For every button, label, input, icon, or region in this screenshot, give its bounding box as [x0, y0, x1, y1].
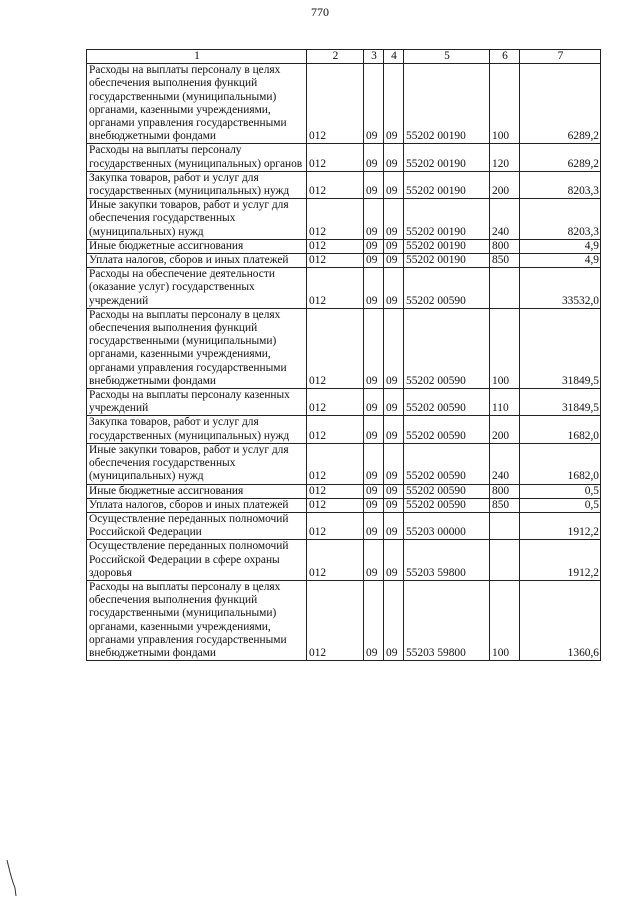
row-expense-type-cell: 100	[490, 64, 520, 144]
row-amount-cell: 6289,2	[520, 144, 601, 171]
row-target-article-cell: 55203 00000	[404, 512, 490, 539]
table-row	[87, 540, 601, 581]
header-row	[87, 50, 601, 64]
row-expense-type-cell: 850	[490, 498, 520, 512]
table-row	[87, 308, 601, 388]
row-name-cell: Уплата налогов, сборов и иных платежей	[87, 498, 307, 512]
row-section-cell: 09	[364, 308, 384, 388]
row-section-cell: 09	[364, 540, 384, 581]
row-name-cell: Уплата налогов, сборов и иных платежей	[87, 254, 307, 268]
row-subsection-cell: 09	[384, 239, 404, 253]
header-col-7: 7	[520, 50, 601, 64]
row-amount-cell: 8203,3	[520, 171, 601, 198]
row-name-cell: Иные закупки товаров, работ и услуг для обеспечения государственных (муниципальных) нужд	[87, 443, 307, 484]
header-col-4: 4	[384, 50, 404, 64]
row-amount-cell: 1912,2	[520, 540, 601, 581]
row-grbs-cell: 012	[307, 512, 364, 539]
row-grbs-cell: 012	[307, 171, 364, 198]
table-row	[87, 239, 601, 253]
row-amount-cell: 31849,5	[520, 308, 601, 388]
row-name-cell: Иные бюджетные ассигнования	[87, 239, 307, 253]
row-grbs-cell: 012	[307, 389, 364, 416]
table-row	[87, 580, 601, 660]
row-section-cell: 09	[364, 389, 384, 416]
row-amount-cell: 6289,2	[520, 64, 601, 144]
row-section-cell: 09	[364, 580, 384, 660]
row-subsection-cell: 09	[384, 498, 404, 512]
row-name-cell: Осуществление переданных полномочий Российской Федерации в сфере охраны здоровья	[87, 540, 307, 581]
row-subsection-cell: 09	[384, 254, 404, 268]
row-expense-type-cell: 240	[490, 199, 520, 240]
row-subsection-cell: 09	[384, 144, 404, 171]
row-target-article-cell: 55202 00190	[404, 199, 490, 240]
row-subsection-cell: 09	[384, 199, 404, 240]
header-col-3: 3	[364, 50, 384, 64]
table-row	[87, 498, 601, 512]
row-section-cell: 09	[364, 64, 384, 144]
table-row	[87, 199, 601, 240]
row-section-cell: 09	[364, 484, 384, 498]
row-amount-cell: 31849,5	[520, 389, 601, 416]
row-target-article-cell: 55202 00590	[404, 498, 490, 512]
row-expense-type-cell: 200	[490, 416, 520, 443]
row-section-cell: 09	[364, 416, 384, 443]
row-grbs-cell: 012	[307, 239, 364, 253]
row-grbs-cell: 012	[307, 64, 364, 144]
row-name-cell: Расходы на выплаты персоналу в целях обеспечения выполнения функций государственными (муниципальными) органами, казенными учреждениями, органами управления государственными внебюджетными фондами	[87, 308, 307, 388]
row-name-cell: Осуществление переданных полномочий Российской Федерации	[87, 512, 307, 539]
row-grbs-cell: 012	[307, 416, 364, 443]
row-subsection-cell: 09	[384, 64, 404, 144]
row-expense-type-cell	[490, 540, 520, 581]
row-name-cell: Расходы на выплаты персоналу в целях обеспечения выполнения функций государственными (муниципальными) органами, казенными учреждениями, органами управления государственными внебюджетными фондами	[87, 64, 307, 144]
row-expense-type-cell: 850	[490, 254, 520, 268]
row-grbs-cell: 012	[307, 254, 364, 268]
row-amount-cell: 33532,0	[520, 268, 601, 309]
row-expense-type-cell: 800	[490, 239, 520, 253]
row-section-cell: 09	[364, 443, 384, 484]
budget-table	[86, 49, 601, 661]
table-row	[87, 64, 601, 144]
row-target-article-cell: 55202 00590	[404, 268, 490, 309]
row-grbs-cell: 012	[307, 484, 364, 498]
row-subsection-cell: 09	[384, 580, 404, 660]
row-target-article-cell: 55202 00190	[404, 239, 490, 253]
row-name-cell: Расходы на выплаты персоналу государственных (муниципальных) органов	[87, 144, 307, 171]
table-body	[87, 64, 601, 661]
table-row	[87, 512, 601, 539]
row-amount-cell: 0,5	[520, 498, 601, 512]
row-section-cell: 09	[364, 498, 384, 512]
row-subsection-cell: 09	[384, 484, 404, 498]
row-subsection-cell: 09	[384, 512, 404, 539]
row-grbs-cell: 012	[307, 580, 364, 660]
row-grbs-cell: 012	[307, 443, 364, 484]
header-col-6: 6	[490, 50, 520, 64]
table-row	[87, 416, 601, 443]
table-row	[87, 144, 601, 171]
row-expense-type-cell: 110	[490, 389, 520, 416]
row-subsection-cell: 09	[384, 171, 404, 198]
row-target-article-cell: 55203 59800	[404, 580, 490, 660]
row-grbs-cell: 012	[307, 498, 364, 512]
row-target-article-cell: 55202 00190	[404, 171, 490, 198]
table-row	[87, 268, 601, 309]
row-target-article-cell: 55202 00190	[404, 254, 490, 268]
row-amount-cell: 0,5	[520, 484, 601, 498]
row-name-cell: Расходы на выплаты персоналу в целях обеспечения выполнения функций государственными (муниципальными) органами, казенными учреждениями, органами управления государственными внебюджетными фондами	[87, 580, 307, 660]
row-section-cell: 09	[364, 171, 384, 198]
row-amount-cell: 1682,0	[520, 443, 601, 484]
row-name-cell: Закупка товаров, работ и услуг для государственных (муниципальных) нужд	[87, 416, 307, 443]
row-expense-type-cell: 120	[490, 144, 520, 171]
row-amount-cell: 1360,6	[520, 580, 601, 660]
row-target-article-cell: 55202 00190	[404, 144, 490, 171]
row-section-cell: 09	[364, 239, 384, 253]
row-amount-cell: 4,9	[520, 254, 601, 268]
row-grbs-cell: 012	[307, 268, 364, 309]
row-expense-type-cell	[490, 512, 520, 539]
table-row	[87, 389, 601, 416]
row-expense-type-cell: 240	[490, 443, 520, 484]
row-target-article-cell: 55202 00590	[404, 484, 490, 498]
row-name-cell: Закупка товаров, работ и услуг для государственных (муниципальных) нужд	[87, 171, 307, 198]
row-subsection-cell: 09	[384, 540, 404, 581]
row-expense-type-cell: 200	[490, 171, 520, 198]
row-subsection-cell: 09	[384, 416, 404, 443]
row-target-article-cell: 55203 59800	[404, 540, 490, 581]
header-col-2: 2	[307, 50, 364, 64]
row-section-cell: 09	[364, 199, 384, 240]
row-section-cell: 09	[364, 512, 384, 539]
table-row	[87, 171, 601, 198]
row-expense-type-cell	[490, 268, 520, 309]
table-row	[87, 484, 601, 498]
table-row	[87, 254, 601, 268]
row-target-article-cell: 55202 00590	[404, 308, 490, 388]
row-grbs-cell: 012	[307, 308, 364, 388]
row-section-cell: 09	[364, 268, 384, 309]
row-amount-cell: 4,9	[520, 239, 601, 253]
row-name-cell: Расходы на обеспечение деятельности (оказание услуг) государственных учреждений	[87, 268, 307, 309]
row-grbs-cell: 012	[307, 199, 364, 240]
row-expense-type-cell: 800	[490, 484, 520, 498]
row-name-cell: Расходы на выплаты персоналу казенных учреждений	[87, 389, 307, 416]
row-name-cell: Иные закупки товаров, работ и услуг для обеспечения государственных (муниципальных) нужд	[87, 199, 307, 240]
row-subsection-cell: 09	[384, 308, 404, 388]
row-expense-type-cell: 100	[490, 580, 520, 660]
row-expense-type-cell: 100	[490, 308, 520, 388]
row-subsection-cell: 09	[384, 389, 404, 416]
row-grbs-cell: 012	[307, 144, 364, 171]
row-subsection-cell: 09	[384, 443, 404, 484]
row-amount-cell: 1912,2	[520, 512, 601, 539]
table-row	[87, 443, 601, 484]
row-grbs-cell: 012	[307, 540, 364, 581]
row-section-cell: 09	[364, 254, 384, 268]
row-target-article-cell: 55202 00190	[404, 64, 490, 144]
row-name-cell: Иные бюджетные ассигнования	[87, 484, 307, 498]
row-amount-cell: 8203,3	[520, 199, 601, 240]
row-section-cell: 09	[364, 144, 384, 171]
row-amount-cell: 1682,0	[520, 416, 601, 443]
row-subsection-cell: 09	[384, 268, 404, 309]
row-target-article-cell: 55202 00590	[404, 389, 490, 416]
row-target-article-cell: 55202 00590	[404, 443, 490, 484]
page-number: 770	[311, 5, 329, 19]
header-col-1: 1	[87, 50, 307, 64]
header-col-5: 5	[404, 50, 490, 64]
row-target-article-cell: 55202 00590	[404, 416, 490, 443]
pen-mark	[6, 858, 18, 898]
